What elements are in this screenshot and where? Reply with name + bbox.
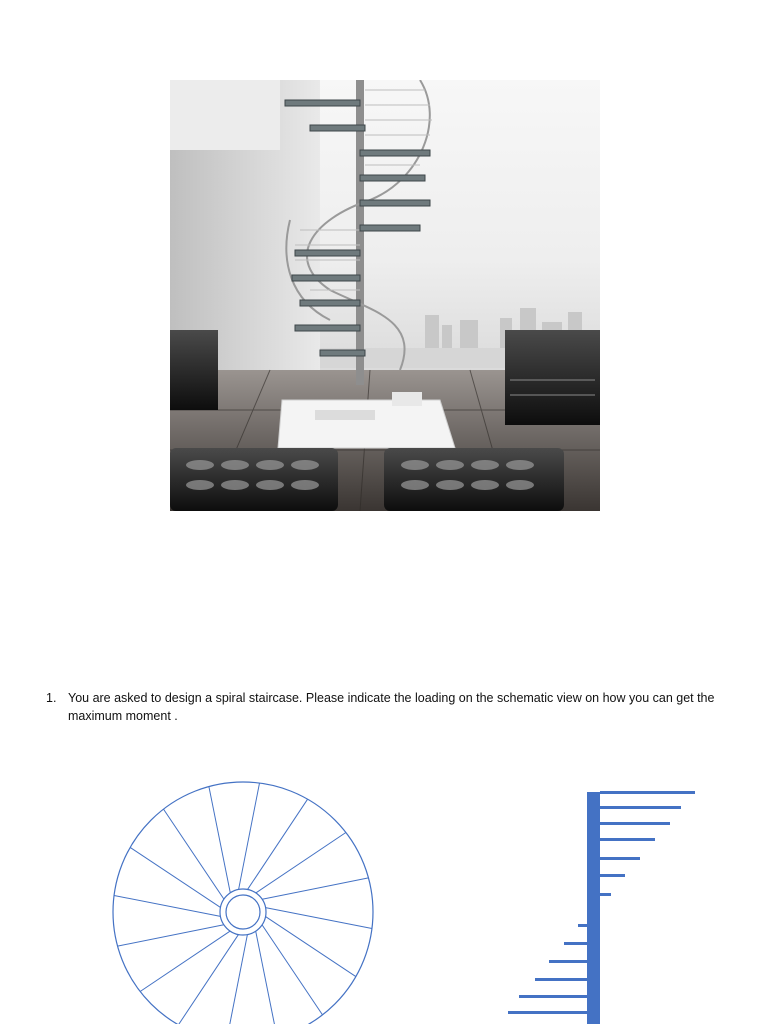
tread-line [256, 931, 277, 1024]
tread-upper-6 [600, 874, 625, 877]
tread-line [140, 931, 230, 991]
tread-upper-1 [600, 791, 695, 794]
tread-line [118, 925, 224, 946]
inner-circle-outer [220, 889, 266, 935]
tread-lower-1 [578, 924, 587, 927]
plan-view-svg [110, 778, 380, 1024]
central-column [587, 792, 600, 1024]
tread-line [248, 799, 308, 889]
tread-line [262, 878, 368, 899]
tread-lower-2 [564, 942, 587, 945]
question-text: You are asked to design a spiral staircase. Please indicate the loading on the schematic view on how you can get the maximum moment . [68, 691, 715, 723]
tread-lower-6 [508, 1011, 587, 1014]
question-number: 1. [46, 691, 57, 705]
plan-view-diagram [110, 778, 380, 1024]
elevation-view-diagram [500, 785, 710, 1024]
lower-treads [508, 924, 587, 1014]
elevation-view-svg [500, 785, 710, 1024]
tread-line [239, 783, 260, 889]
question-1 [46, 689, 746, 725]
tread-line [178, 935, 238, 1024]
tread-lower-3 [549, 960, 587, 963]
tread-line [163, 809, 223, 899]
tread-lower-5 [519, 995, 587, 998]
tread-line [266, 908, 372, 929]
upper-treads [600, 791, 695, 896]
tread-upper-3 [600, 822, 670, 825]
tread-line [209, 787, 230, 893]
tread-lower-4 [535, 978, 587, 981]
tread-line [114, 896, 220, 917]
tread-line [256, 832, 346, 892]
tread-upper-7 [600, 893, 611, 896]
inner-circle-inner [226, 895, 260, 929]
staircase-photo-illustration [170, 80, 600, 511]
tread-upper-2 [600, 806, 681, 809]
tread-line [266, 917, 356, 977]
tread-upper-5 [600, 857, 640, 860]
tread-line [262, 925, 322, 1015]
staircase-photo [170, 80, 600, 511]
tread-upper-4 [600, 838, 655, 841]
tread-line [130, 847, 220, 907]
